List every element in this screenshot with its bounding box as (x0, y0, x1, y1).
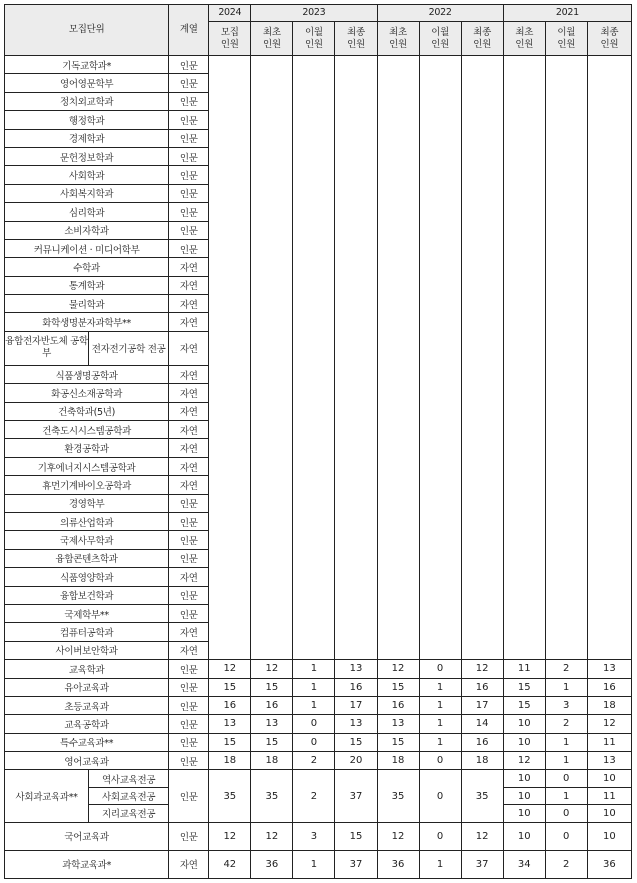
header-2024-quota: 모집 인원 (209, 22, 251, 56)
value-cell: 2 (545, 660, 587, 678)
value-cell: 13 (335, 660, 377, 678)
value-cell: 10 (503, 787, 545, 804)
value-cell: 16 (377, 696, 419, 714)
unit-name: 심리학과 (5, 203, 169, 221)
value-cell: 34 (503, 850, 545, 878)
table-row (5, 660, 632, 678)
category-cell: 자연 (169, 365, 209, 383)
value-cell: 13 (587, 660, 631, 678)
unit-name: 소비자학과 (5, 221, 169, 239)
empty-cell (419, 56, 461, 660)
unit-name: 경영학부 (5, 494, 169, 512)
value-cell: 17 (335, 696, 377, 714)
value-cell: 18 (587, 696, 631, 714)
empty-cell (335, 56, 377, 660)
value-cell: 13 (335, 715, 377, 733)
category-cell: 자연 (169, 476, 209, 494)
category-cell: 자연 (169, 295, 209, 313)
category-cell: 자연 (169, 276, 209, 294)
value-cell: 12 (503, 752, 545, 770)
category-cell: 인문 (169, 166, 209, 184)
value-cell: 12 (461, 660, 503, 678)
header-category: 계열 (169, 5, 209, 56)
value-cell: 0 (419, 660, 461, 678)
empty-cell (251, 56, 293, 660)
unit-name: 건축학과(5년) (5, 402, 169, 420)
unit-name: 통계학과 (5, 276, 169, 294)
value-cell: 0 (293, 715, 335, 733)
value-cell: 18 (377, 752, 419, 770)
header-2021-final: 최종 인원 (587, 22, 631, 56)
value-cell: 13 (587, 752, 631, 770)
value-cell: 16 (209, 696, 251, 714)
empty-cell (461, 56, 503, 660)
value-cell: 37 (335, 850, 377, 878)
category-cell: 인문 (169, 696, 209, 714)
value-cell: 1 (419, 733, 461, 751)
unit-name: 화공신소재공학과 (5, 384, 169, 402)
category-cell: 인문 (169, 203, 209, 221)
value-cell: 16 (461, 733, 503, 751)
unit-name: 사회학과 (5, 166, 169, 184)
empty-cell (503, 56, 545, 660)
value-cell: 12 (251, 660, 293, 678)
value-cell: 10 (587, 770, 631, 787)
category-cell: 인문 (169, 770, 209, 822)
value-cell: 10 (503, 770, 545, 787)
category-cell: 인문 (169, 512, 209, 530)
value-cell: 10 (587, 805, 631, 822)
unit-name: 행정학과 (5, 111, 169, 129)
category-cell: 인문 (169, 92, 209, 110)
unit-name: 영어교육과 (5, 752, 169, 770)
value-cell: 35 (377, 770, 419, 822)
unit-name: 사회과교육과** (5, 770, 89, 822)
table-row (5, 715, 632, 733)
value-cell: 1 (419, 678, 461, 696)
unit-name: 영어영문학부 (5, 74, 169, 92)
value-cell: 1 (419, 715, 461, 733)
unit-sub-name: 전자전기공학 전공 (89, 331, 169, 365)
unit-name: 사회복지학과 (5, 184, 169, 202)
category-cell: 인문 (169, 549, 209, 567)
unit-name: 문헌정보학과 (5, 147, 169, 165)
header-year-2022: 2022 (377, 5, 503, 22)
value-cell: 2 (545, 850, 587, 878)
unit-name: 식품생명공학과 (5, 365, 169, 383)
value-cell: 13 (251, 715, 293, 733)
value-cell: 15 (251, 678, 293, 696)
value-cell: 11 (587, 787, 631, 804)
unit-name: 기후에너지시스템공학과 (5, 457, 169, 475)
unit-name: 유아교육과 (5, 678, 169, 696)
value-cell: 1 (293, 660, 335, 678)
table-row (5, 822, 632, 850)
value-cell: 15 (209, 678, 251, 696)
header-2023-carry: 이월 인원 (293, 22, 335, 56)
value-cell: 16 (335, 678, 377, 696)
value-cell: 1 (545, 678, 587, 696)
category-cell: 자연 (169, 641, 209, 659)
empty-cell (587, 56, 631, 660)
value-cell: 20 (335, 752, 377, 770)
value-cell: 1 (545, 752, 587, 770)
value-cell: 1 (293, 696, 335, 714)
value-cell: 18 (251, 752, 293, 770)
unit-name: 국제사무학과 (5, 531, 169, 549)
category-cell: 자연 (169, 421, 209, 439)
header-unit: 모집단위 (5, 5, 169, 56)
value-cell: 35 (461, 770, 503, 822)
value-cell: 16 (461, 678, 503, 696)
category-cell: 인문 (169, 822, 209, 850)
value-cell: 37 (335, 770, 377, 822)
value-cell: 15 (209, 733, 251, 751)
unit-name: 국제학부** (5, 604, 169, 622)
category-cell: 인문 (169, 586, 209, 604)
header-2023-initial: 최초 인원 (251, 22, 293, 56)
header-year-2021: 2021 (503, 5, 631, 22)
value-cell: 2 (293, 752, 335, 770)
unit-name: 경제학과 (5, 129, 169, 147)
unit-name: 기독교학과* (5, 56, 169, 74)
header-2021-initial: 최초 인원 (503, 22, 545, 56)
table-body (5, 56, 632, 879)
table-row (5, 678, 632, 696)
unit-name: 융합콘텐츠학과 (5, 549, 169, 567)
track-name: 지리교육전공 (89, 805, 169, 822)
value-cell: 13 (377, 715, 419, 733)
category-cell: 자연 (169, 313, 209, 331)
value-cell: 35 (209, 770, 251, 822)
category-cell: 인문 (169, 74, 209, 92)
header-year-2023: 2023 (251, 5, 377, 22)
value-cell: 11 (587, 733, 631, 751)
value-cell: 1 (293, 678, 335, 696)
table-row (5, 56, 632, 74)
table-row (5, 850, 632, 878)
value-cell: 3 (293, 822, 335, 850)
header-2023-final: 최종 인원 (335, 22, 377, 56)
value-cell: 11 (503, 660, 545, 678)
value-cell: 12 (377, 660, 419, 678)
value-cell: 18 (461, 752, 503, 770)
empty-cell (209, 56, 251, 660)
category-cell: 인문 (169, 111, 209, 129)
value-cell: 0 (419, 770, 461, 822)
value-cell: 1 (545, 787, 587, 804)
value-cell: 0 (545, 770, 587, 787)
value-cell: 10 (587, 822, 631, 850)
empty-cell (545, 56, 587, 660)
category-cell: 인문 (169, 660, 209, 678)
value-cell: 2 (545, 715, 587, 733)
value-cell: 1 (419, 850, 461, 878)
value-cell: 0 (293, 733, 335, 751)
value-cell: 12 (377, 822, 419, 850)
category-cell: 자연 (169, 457, 209, 475)
category-cell: 인문 (169, 715, 209, 733)
header-2022-carry: 이월 인원 (419, 22, 461, 56)
value-cell: 17 (461, 696, 503, 714)
value-cell: 37 (461, 850, 503, 878)
value-cell: 15 (503, 678, 545, 696)
unit-name: 물리학과 (5, 295, 169, 313)
track-name: 역사교육전공 (89, 770, 169, 787)
header-2022-final: 최종 인원 (461, 22, 503, 56)
category-cell: 인문 (169, 184, 209, 202)
value-cell: 12 (251, 822, 293, 850)
value-cell: 14 (461, 715, 503, 733)
category-cell: 인문 (169, 752, 209, 770)
admission-table (4, 4, 632, 879)
header-2022-initial: 최초 인원 (377, 22, 419, 56)
value-cell: 0 (545, 822, 587, 850)
empty-cell (377, 56, 419, 660)
value-cell: 10 (503, 805, 545, 822)
unit-name: 컴퓨터공학과 (5, 623, 169, 641)
category-cell: 인문 (169, 147, 209, 165)
value-cell: 36 (251, 850, 293, 878)
table-row (5, 733, 632, 751)
category-cell: 인문 (169, 239, 209, 257)
table-row (5, 770, 632, 787)
table-row (5, 752, 632, 770)
unit-name: 국어교육과 (5, 822, 169, 850)
unit-name: 의류산업학과 (5, 512, 169, 530)
unit-name: 특수교육과** (5, 733, 169, 751)
unit-name: 융합보건학과 (5, 586, 169, 604)
category-cell: 인문 (169, 494, 209, 512)
value-cell: 12 (461, 822, 503, 850)
value-cell: 42 (209, 850, 251, 878)
value-cell: 3 (545, 696, 587, 714)
unit-name: 식품영양학과 (5, 568, 169, 586)
value-cell: 16 (251, 696, 293, 714)
value-cell: 36 (377, 850, 419, 878)
category-cell: 자연 (169, 258, 209, 276)
value-cell: 1 (545, 733, 587, 751)
value-cell: 0 (419, 822, 461, 850)
category-cell: 인문 (169, 733, 209, 751)
value-cell: 1 (293, 850, 335, 878)
category-cell: 자연 (169, 331, 209, 365)
category-cell: 자연 (169, 568, 209, 586)
header-2021-carry: 이월 인원 (545, 22, 587, 56)
value-cell: 1 (419, 696, 461, 714)
value-cell: 15 (251, 733, 293, 751)
unit-name: 정치외교학과 (5, 92, 169, 110)
value-cell: 12 (209, 660, 251, 678)
value-cell: 12 (587, 715, 631, 733)
header-year-2024: 2024 (209, 5, 251, 22)
value-cell: 15 (335, 822, 377, 850)
value-cell: 10 (503, 733, 545, 751)
unit-name: 건축도시시스템공학과 (5, 421, 169, 439)
value-cell: 0 (545, 805, 587, 822)
category-cell: 자연 (169, 402, 209, 420)
value-cell: 36 (587, 850, 631, 878)
category-cell: 인문 (169, 531, 209, 549)
category-cell: 인문 (169, 129, 209, 147)
unit-name: 화학생명분자과학부** (5, 313, 169, 331)
category-cell: 자연 (169, 384, 209, 402)
category-cell: 인문 (169, 604, 209, 622)
unit-name: 융합전자반도체 공학부 (5, 331, 89, 365)
value-cell: 2 (293, 770, 335, 822)
unit-name: 수학과 (5, 258, 169, 276)
value-cell: 15 (377, 733, 419, 751)
value-cell: 12 (209, 822, 251, 850)
unit-name: 초등교육과 (5, 696, 169, 714)
category-cell: 인문 (169, 56, 209, 74)
value-cell: 15 (503, 696, 545, 714)
empty-cell (293, 56, 335, 660)
value-cell: 15 (377, 678, 419, 696)
category-cell: 자연 (169, 850, 209, 878)
value-cell: 10 (503, 822, 545, 850)
unit-name: 환경공학과 (5, 439, 169, 457)
track-name: 사회교육전공 (89, 787, 169, 804)
value-cell: 0 (419, 752, 461, 770)
category-cell: 자연 (169, 623, 209, 641)
table-row (5, 696, 632, 714)
value-cell: 15 (335, 733, 377, 751)
category-cell: 인문 (169, 221, 209, 239)
value-cell: 18 (209, 752, 251, 770)
unit-name: 휴먼기계바이오공학과 (5, 476, 169, 494)
category-cell: 인문 (169, 678, 209, 696)
value-cell: 35 (251, 770, 293, 822)
unit-name: 과학교육과* (5, 850, 169, 878)
value-cell: 13 (209, 715, 251, 733)
value-cell: 16 (587, 678, 631, 696)
value-cell: 10 (503, 715, 545, 733)
unit-name: 사이버보안학과 (5, 641, 169, 659)
unit-name: 커뮤니케이션 · 미디어학부 (5, 239, 169, 257)
unit-name: 교육공학과 (5, 715, 169, 733)
category-cell: 자연 (169, 439, 209, 457)
unit-name: 교육학과 (5, 660, 169, 678)
